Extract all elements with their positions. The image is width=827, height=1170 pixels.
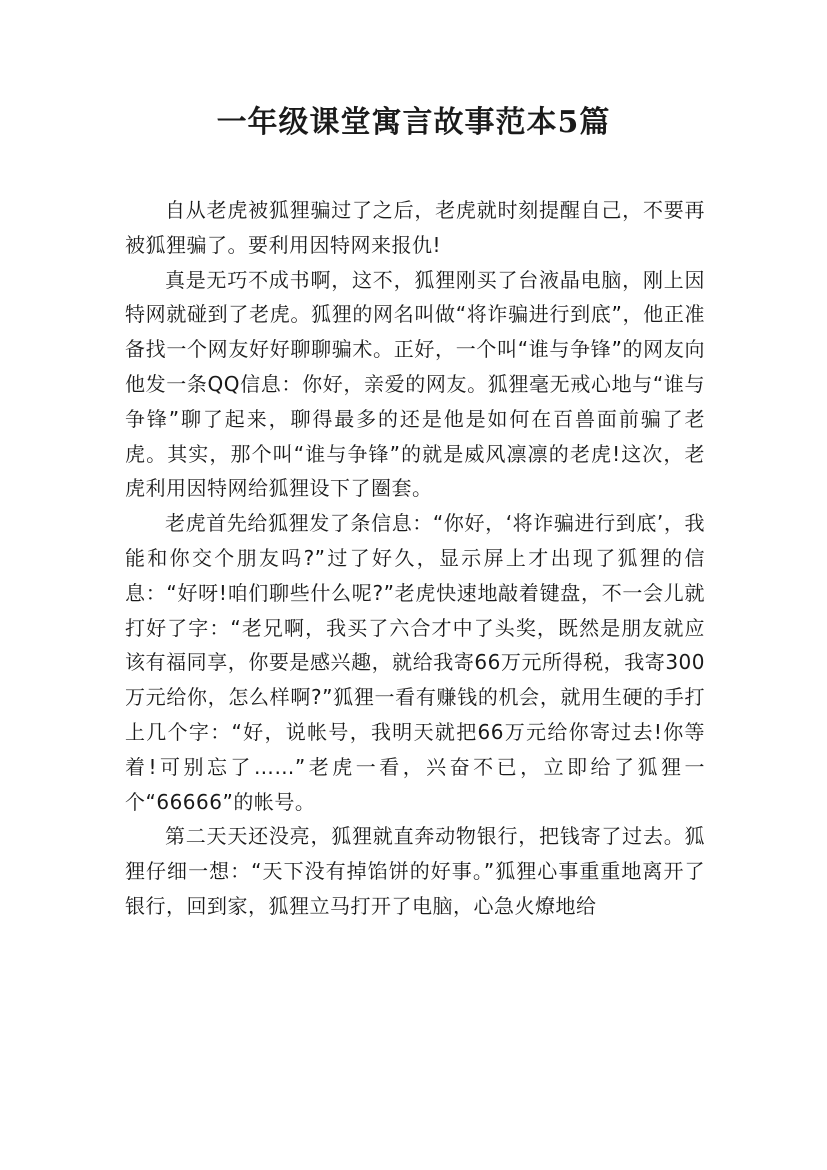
paragraph: 自从老虎被狐狸骗过了之后，老虎就时刻提醒自己，不要再被狐狸骗了。要利用因特网来报仇! bbox=[125, 198, 705, 257]
paragraph: 真是无巧不成书啊，这不，狐狸刚买了台液晶电脑，刚上因特网就碰到了老虎。狐狸的网名叫做“将诈骗进行到底”，他正准备找一个网友好好聊聊骗术。正好，一个叫“谁与争锋”的网友向他发一条QQ信息：你好，亲爱的网友。狐狸毫无戒心地与“谁与争锋”聊了起来，聊得最多的还是他是如何在百兽面前骗了老虎。其实，那个叫“谁与争锋”的就是威风凛凛的老虎!这次，老虎利用因特网给狐狸设下了圈套。 bbox=[125, 267, 705, 501]
page-title: 一年级课堂寓言故事范本5篇 bbox=[216, 105, 611, 140]
document-body bbox=[125, 193, 705, 924]
paragraph: 第二天天还没亮，狐狸就直奔动物银行，把钱寄了过去。狐狸仔细一想：“天下没有掉馅饼的好事。”狐狸心事重重地离开了银行，回到家，狐狸立马打开了电脑，心急火燎地给 bbox=[125, 824, 705, 918]
paragraph: 老虎首先给狐狸发了条信息：“你好，‘将诈骗进行到底’，我能和你交个朋友吗?”过了好久，显示屏上才出现了狐狸的信息：“好呀!咱们聊些什么呢?”老虎快速地敲着键盘，不一会儿就打好了字：“老兄啊，我买了六合才中了头奖，既然是朋友就应该有福同享，你要是感兴趣，就给我寄66万元所得税，我寄300万元给你，怎么样啊?”狐狸一看有赚钱的机会，就用生硬的手打上几个字：“好，说帐号，我明天就把66万元给你寄过去!你等着!可别忘了……”老虎一看，兴奋不已，立即给了狐狸一个“66666”的帐号。 bbox=[125, 511, 705, 814]
